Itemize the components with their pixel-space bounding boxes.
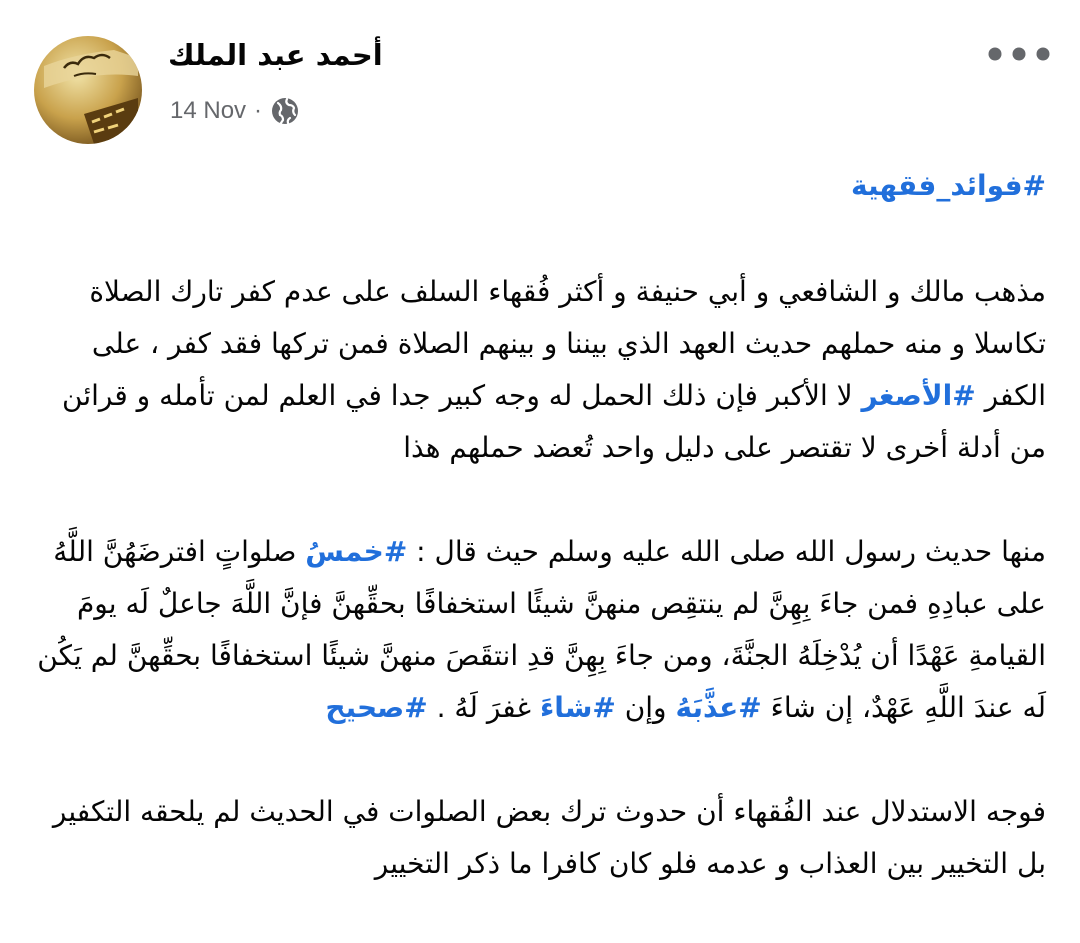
paragraph-3: فوجه الاستدلال عند الفُقهاء أن حدوث ترك بعض الصلوات في الحديث لم يلحقه التكفير بل التخيير بين العذاب و عدمه فلو كان كافرا ما ذكر التخيير [52, 795, 1046, 880]
hashtag-link[interactable]: #شاءَ [539, 691, 616, 724]
hashtag-link[interactable]: #عذَّبَهُ [675, 691, 762, 724]
paragraph-text: صلواتٍ افترضَهُنَّ اللَّهُ على عبادِهِ فمن جاءَ بِهِنَّ لم ينتقِص منهنَّ شيئًا استخفافًا بحقِّهنَّ فإنَّ اللَّهَ جاعلٌ لَه يومَ القيامةِ عَهْدًا أن يُدْخِلَهُ الجنَّةَ، ومن جاءَ بِهِنَّ قدِ انتقَصَ منهنَّ شيئًا استخفافًا بحقِّهنَّ لم يَكُن لَه عندَ اللَّهِ عَهْدٌ، إن شاءَ [37, 535, 1046, 724]
hashtag-link[interactable]: #الأصغر [861, 379, 976, 412]
hashtag-link[interactable]: #فوائد_فقهية [850, 169, 1046, 202]
hashtag-link[interactable]: #صحيح [325, 691, 428, 724]
post-meta [170, 96, 300, 126]
globe-icon[interactable] [270, 96, 300, 126]
post-date[interactable]: 14 Nov [170, 97, 247, 124]
book-cover-avatar-icon [34, 36, 142, 144]
paragraph-text: غفرَ لَهُ . [427, 691, 540, 724]
paragraph-1 [30, 266, 1046, 474]
post-body [30, 160, 1046, 890]
author-name[interactable]: أحمد عبد الملك [168, 38, 383, 72]
more-options-icon[interactable] [984, 34, 1054, 74]
avatar[interactable] [34, 36, 142, 144]
paragraph-text: لا الأكبر فإن ذلك الحمل له وجه كبير جدا في العلم لمن تأمله و قرائن من أدلة أخرى لا تقتصر على دليل واحد تُعضد حملهم هذا [62, 379, 1046, 464]
paragraph-text: مذهب مالك و الشافعي و أبي حنيفة و أكثر فُقهاء السلف على عدم كفر تارك الصلاة تكاسلا و منه حملهم حديث العهد الذي بيننا و بينهم الصلاة فمن تركها فقد كفر ، على الكفر [89, 275, 1046, 412]
post-header [0, 0, 1080, 150]
hashtag-topic [30, 160, 1046, 212]
paragraph-2 [30, 526, 1046, 734]
meta-separator: · [254, 97, 263, 124]
paragraph-text: منها حديث رسول الله صلى الله عليه وسلم حيث قال : [407, 535, 1046, 568]
hashtag-link[interactable]: #خمسُ [305, 535, 408, 568]
paragraph-text: وإن [615, 691, 676, 724]
